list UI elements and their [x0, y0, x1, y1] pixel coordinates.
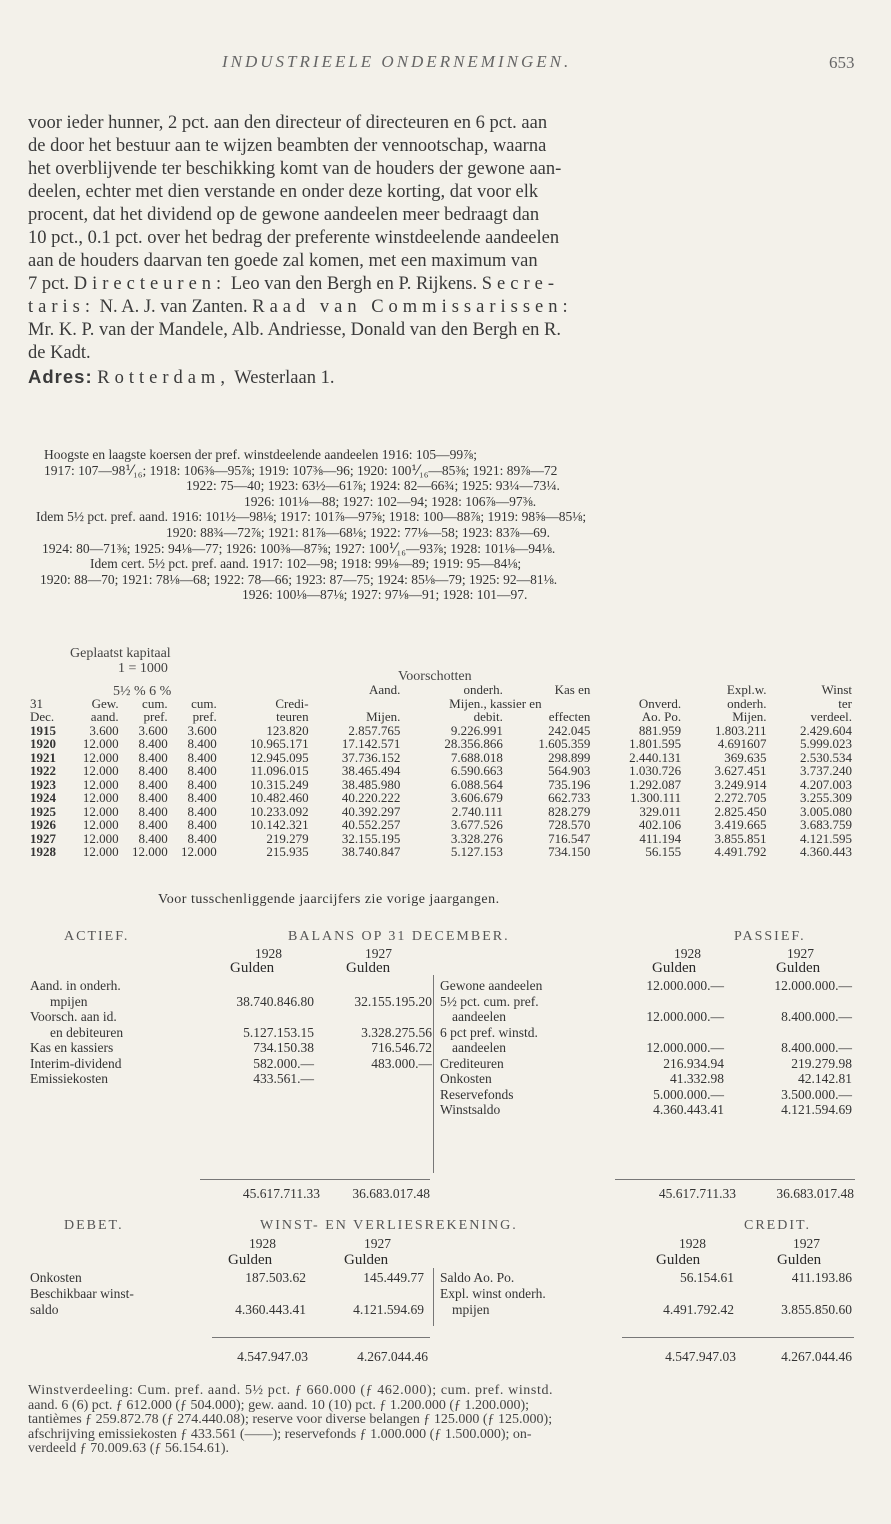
address-label: Adres: — [28, 366, 93, 387]
amount-1928: 582.000.— — [253, 1055, 314, 1071]
value-cell: 5.999.023 — [800, 736, 852, 751]
value-cell: 123.820 — [266, 722, 309, 738]
value-cell: 10.142.321 — [250, 817, 309, 832]
value-cell: 12.000 — [82, 736, 119, 751]
capital-row — [30, 737, 852, 751]
currency-label: Gulden — [228, 1252, 273, 1268]
year-cell: 1915 — [30, 722, 56, 738]
value-cell: 3.683.759 — [800, 817, 852, 832]
value-cell: 5.127.153 — [450, 844, 503, 859]
value-cell: 4.207.003 — [800, 776, 852, 792]
account-label: Interim-dividend — [30, 1055, 122, 1071]
amount-1928: 12.000.000.— — [646, 978, 724, 993]
year-1928: 1928 — [674, 946, 701, 961]
quotes-line: 1917: 107—98⅟₁₆; 1918: 106⅜—95⅞; 1919: 107⅜—96; 1920: 100⅟₁₆—85⅜; 1921: 89⅞—72 — [44, 462, 558, 478]
value-cell: 298.899 — [548, 749, 591, 765]
value-cell: 6.088.564 — [450, 776, 503, 792]
pl-total-left-1928: 4.547.947.03 — [237, 1349, 308, 1364]
amount-1927: 716.546.72 — [371, 1040, 432, 1055]
address-line — [28, 365, 868, 390]
capital-row — [30, 764, 852, 778]
value-cell: 2.530.534 — [800, 749, 852, 765]
value-cell: 7.688.018 — [450, 749, 503, 765]
value-cell: 3.606.679 — [450, 790, 503, 805]
intro-line: de door het bestuur aan te wijzen beambten der vennootschap, waarna — [28, 136, 547, 156]
account-label: Reservefonds — [440, 1086, 514, 1102]
value-cell: 56.155 — [645, 844, 682, 859]
year-1927: 1927 — [364, 1236, 391, 1251]
value-cell: 8.400 — [138, 776, 168, 792]
intro-line: deelen, echter met dien verstande en onder deze korting, dat voor elk — [28, 182, 539, 202]
value-cell: 8.400 — [187, 763, 217, 778]
account-label-cont: mpijen — [452, 1302, 490, 1317]
amount-1928: 38.740.846.80 — [236, 993, 314, 1009]
value-cell: 2.740.111 — [451, 803, 503, 819]
value-cell: 12.945.095 — [250, 749, 309, 765]
col-head: debit. — [473, 709, 503, 724]
col-head: Dec. — [30, 709, 55, 724]
quotes-line: 1926: 101⅛—88; 1927: 102—94; 1928: 106⅞—97⅜. — [244, 493, 537, 509]
col-head: cum. — [142, 695, 168, 711]
amount-1928: 433.561.— — [253, 1071, 314, 1086]
amount-1928: 734.150.38 — [253, 1040, 314, 1055]
value-cell: 3.419.665 — [714, 817, 767, 832]
intro-line: 7 pct. — [28, 274, 70, 294]
amount-1928: 216.934.94 — [663, 1055, 724, 1071]
value-cell: 828.279 — [548, 803, 591, 819]
quotes-line: Idem 5½ pct. pref. aand. 1916: 101½—98⅛; 1917: 101⅞—97⅝; 1918: 100—88⅞; 1919: 98⅝—85⅛; — [36, 509, 587, 525]
amount-1927: 4.121.594.69 — [353, 1302, 424, 1317]
currency-label: Gulden — [776, 960, 821, 976]
account-label: Expl. winst onderh. — [440, 1286, 546, 1301]
currency-label: Gulden — [346, 960, 391, 976]
value-cell: 2.272.705 — [714, 790, 767, 805]
total-rule — [200, 1179, 430, 1180]
value-cell: 219.279 — [266, 830, 309, 846]
amount-1927: 145.449.77 — [363, 1270, 424, 1285]
value-cell: 8.400 — [187, 749, 217, 765]
value-cell: 411.194 — [639, 830, 682, 846]
value-cell: 8.400 — [187, 736, 217, 751]
amount-1928: 187.503.62 — [245, 1270, 306, 1285]
quotes-line: 1926: 100⅛—87⅛; 1927: 97⅛—91; 1928: 101—97. — [242, 587, 528, 603]
value-cell: 12.000 — [82, 763, 119, 778]
capital-row — [30, 845, 852, 859]
capital-row — [30, 832, 852, 846]
year-cell: 1926 — [30, 817, 56, 832]
account-label-cont: saldo — [30, 1302, 59, 1317]
balance-title: BALANS OP 31 DECEMBER. — [288, 929, 510, 944]
currency-label: Gulden — [230, 960, 275, 976]
value-cell: 402.106 — [638, 817, 682, 832]
currency-label: Gulden — [656, 1252, 701, 1268]
value-cell: 12.000 — [82, 830, 119, 846]
amount-1928: 5.000.000.— — [653, 1086, 724, 1102]
value-cell: 3.249.914 — [714, 776, 767, 792]
amount-1927: 12.000.000.— — [774, 978, 852, 993]
total-left-1927: 36.683.017.48 — [352, 1186, 430, 1201]
balance-left-head: ACTIEF. — [64, 929, 130, 944]
capital-row — [30, 724, 852, 738]
pl-right-head: CREDIT. — [744, 1218, 812, 1233]
account-label: Kas en kassiers — [30, 1040, 114, 1055]
amount-1928: 12.000.000.— — [646, 1009, 724, 1024]
account-label: Gewone aandeelen — [440, 978, 543, 993]
capital-title: Geplaatst kapitaal — [70, 646, 171, 661]
intro-line: aan de houders daarvan ten goede zal komen, met een maximum van — [28, 251, 538, 271]
account-label: Voorsch. aan id. — [30, 1009, 117, 1024]
quotes-block — [36, 447, 866, 603]
amount-1928: 4.360.443.41 — [653, 1102, 724, 1117]
value-cell: 716.547 — [548, 830, 591, 846]
balance-right-head: PASSIEF. — [734, 929, 806, 944]
value-cell: 38.485.980 — [341, 776, 401, 792]
value-cell: 1.300.111 — [630, 790, 682, 805]
account-label: Crediteuren — [440, 1055, 504, 1071]
intro-paragraph — [28, 112, 868, 390]
amount-1928: 4.491.792.42 — [663, 1302, 734, 1317]
secretaris-label-end: taris: — [28, 297, 95, 317]
footer-line: tantièmes ƒ 259.872.78 (ƒ 274.440.08); reserve voor diverse belangen ƒ 125.000 (ƒ 125.000); — [28, 1412, 553, 1427]
value-cell: 2.857.765 — [348, 722, 401, 738]
value-cell: 8.400 — [138, 736, 168, 751]
pl-title: WINST- EN VERLIESREKENING. — [260, 1218, 518, 1233]
col-head: cum. — [191, 695, 217, 711]
account-label-cont: aandeelen — [452, 1040, 506, 1055]
value-cell: 1.292.087 — [629, 776, 682, 792]
value-cell: 38.740.847 — [341, 844, 401, 859]
col-head: 31 — [30, 695, 43, 711]
page-number: 653 — [829, 53, 855, 72]
col-head: effecten — [548, 709, 591, 724]
intro-line: procent, dat het dividend op de gewone aandeelen meer bedraagt dan — [28, 205, 540, 225]
commissarissen-line: de Kadt. — [28, 343, 91, 363]
account-label-cont: en debiteuren — [50, 1024, 124, 1040]
amount-1928: 4.360.443.41 — [235, 1302, 306, 1317]
management-line — [28, 296, 868, 319]
amount-1928: 41.332.98 — [670, 1071, 724, 1086]
value-cell: 3.600 — [187, 722, 217, 738]
value-cell: 10.233.092 — [250, 803, 309, 819]
intro-line: 10 pct., 0.1 pct. over het bedrag der preferente winstdeelende aandeelen — [28, 228, 560, 248]
col-head: ter — [838, 695, 852, 711]
value-cell: 32.155.195 — [341, 830, 401, 846]
quotes-line: 1920: 88¾—72⅞; 1921: 81⅞—68⅛; 1922: 77⅛—58; 1923: 83⅞—69. — [166, 524, 551, 540]
intro-line: het overblijvende ter beschikking komt van de houders der gewone aan- — [28, 159, 562, 179]
amount-1927: 8.400.000.— — [781, 1009, 852, 1024]
total-rule — [615, 1179, 855, 1180]
year-cell: 1922 — [30, 763, 56, 778]
value-cell: 3.328.276 — [450, 830, 503, 846]
value-cell: 12.000 — [131, 844, 168, 859]
value-cell: 3.600 — [89, 722, 119, 738]
raad-label: Raad van Commissarissen: — [252, 297, 573, 317]
currency-label: Gulden — [777, 1252, 822, 1268]
value-cell: 8.400 — [187, 830, 217, 846]
col-head: pref. — [143, 709, 168, 724]
value-cell: 12.000 — [82, 790, 119, 805]
account-label: 6 pct pref. winstd. — [440, 1024, 538, 1040]
col-head: Expl.w. — [726, 682, 767, 697]
capital-row — [30, 818, 852, 832]
amount-1927: 4.121.594.69 — [781, 1102, 852, 1117]
value-cell: 8.400 — [138, 763, 168, 778]
quotes-line: Hoogste en laagste koersen der pref. winstdeelende aandeelen 1916: 105—99⅞; — [44, 447, 477, 462]
capital-row — [30, 805, 852, 819]
value-cell: 8.400 — [187, 817, 217, 832]
value-cell: 2.440.131 — [629, 749, 682, 765]
value-cell: 12.000 — [181, 844, 217, 859]
intro-line: voor ieder hunner, 2 pct. aan den directeur of directeuren en 6 pct. aan — [28, 113, 548, 133]
value-cell: 10.965.171 — [250, 736, 309, 751]
year-1927: 1927 — [787, 946, 814, 961]
amount-1928: 56.154.61 — [680, 1270, 734, 1285]
value-cell: 12.000 — [82, 749, 119, 765]
footer-line: verdeeld ƒ 70.009.63 (ƒ 56.154.61). — [28, 1441, 230, 1456]
value-cell: 3.627.451 — [714, 763, 767, 778]
capital-header-row — [30, 683, 852, 697]
account-label: Onkosten — [30, 1270, 82, 1285]
value-cell: 215.935 — [266, 844, 309, 859]
total-right-1927: 36.683.017.48 — [776, 1186, 854, 1201]
value-cell: 3.737.240 — [800, 763, 852, 778]
col-head: Mijen. — [366, 709, 401, 724]
pct-labels: 5½ % 6 % — [113, 684, 172, 699]
secretaris-name: N. A. J. van Zanten. — [99, 297, 248, 317]
year-1928: 1928 — [679, 1236, 706, 1251]
col-head: onderh. — [727, 695, 767, 711]
capital-header-row — [30, 697, 852, 711]
value-cell: 12.000 — [82, 776, 119, 792]
value-cell: 2.429.604 — [800, 722, 852, 738]
col-head: Mijen., kassier en — [449, 695, 542, 711]
value-cell: 3.855.851 — [714, 830, 767, 846]
year-1927: 1927 — [793, 1236, 820, 1251]
capital-table — [30, 683, 852, 859]
value-cell: 3.677.526 — [450, 817, 503, 832]
year-1928: 1928 — [249, 1236, 276, 1251]
quotes-line: 1922: 75—40; 1923: 63½—61⅞; 1924: 82—66¾; 1925: 93¼—73¼. — [186, 478, 560, 494]
quotes-line: Idem cert. 5½ pct. pref. aand. 1917: 102—98; 1918: 99⅛—89; 1919: 95—84⅛; — [90, 556, 522, 572]
value-cell: 4.491.792 — [714, 844, 767, 859]
account-label: 5½ pct. cum. pref. — [440, 993, 539, 1009]
amount-1928: 12.000.000.— — [646, 1040, 724, 1055]
total-left-1928: 45.617.711.33 — [242, 1186, 320, 1201]
value-cell: 17.142.571 — [341, 736, 401, 751]
currency-label: Gulden — [344, 1252, 389, 1268]
account-label-cont: aandeelen — [452, 1009, 506, 1024]
value-cell: 881.959 — [638, 722, 682, 738]
capital-note: Voor tusschenliggende jaarcijfers zie vorige jaargangen. — [158, 892, 500, 907]
col-head: Winst — [821, 682, 852, 697]
value-cell: 662.733 — [548, 790, 591, 805]
address-street: Westerlaan 1. — [234, 368, 335, 388]
value-cell: 1.801.595 — [629, 736, 682, 751]
directeuren-names: Leo van den Bergh en P. Rijkens. — [230, 274, 478, 294]
account-label: Saldo Ao. Po. — [440, 1270, 515, 1285]
pl-divider — [433, 1268, 434, 1326]
col-head: Mijen. — [732, 709, 767, 724]
value-cell: 40.552.257 — [341, 817, 401, 832]
value-cell: 734.150 — [548, 844, 591, 859]
value-cell: 4.121.595 — [800, 830, 852, 846]
pl-total-left-1927: 4.267.044.46 — [357, 1349, 428, 1364]
value-cell: 564.903 — [548, 763, 591, 778]
value-cell: 9.226.991 — [450, 722, 503, 738]
footer-line: afschrijving emissiekosten ƒ 433.561 (——); reservefonds ƒ 1.000.000 (ƒ 1.500.000); on- — [28, 1426, 532, 1442]
col-head: Gew. — [91, 695, 119, 711]
total-rule — [212, 1337, 430, 1338]
footer-line: aand. 6 (6) pct. ƒ 612.000 (ƒ 504.000); gew. aand. 10 (10) pct. ƒ 1.200.000 (ƒ 1.200.000); — [28, 1397, 530, 1413]
capital-row — [30, 778, 852, 792]
col-head: pref. — [192, 709, 217, 724]
amount-1927: 219.279.98 — [791, 1055, 852, 1071]
year-cell: 1924 — [30, 790, 56, 805]
value-cell: 6.590.663 — [450, 763, 503, 778]
amount-1927: 32.155.195.20 — [354, 993, 432, 1009]
capital-rows — [30, 724, 852, 859]
year-cell: 1925 — [30, 803, 56, 819]
value-cell: 8.400 — [138, 790, 168, 805]
year-cell: 1923 — [30, 776, 56, 792]
footer-line: Winstverdeeling: Cum. pref. aand. 5½ pct. ƒ 660.000 (ƒ 462.000); cum. pref. winstd. — [28, 1383, 554, 1398]
value-cell: 242.045 — [548, 722, 591, 738]
value-cell: 12.000 — [82, 803, 119, 819]
col-head: Onverd. — [638, 695, 682, 711]
value-cell: 735.196 — [548, 776, 591, 792]
amount-1927: 3.328.275.56 — [361, 1024, 432, 1040]
value-cell: 329.011 — [639, 803, 682, 819]
col-head: onderh. — [463, 682, 503, 697]
value-cell: 8.400 — [138, 830, 168, 846]
col-head: Ao. Po. — [641, 709, 682, 724]
year-cell: 1928 — [30, 844, 56, 859]
total-rule — [622, 1337, 854, 1338]
pl-total-right-1928: 4.547.947.03 — [665, 1349, 736, 1364]
account-label-cont: mpijen — [50, 993, 88, 1009]
value-cell: 1.030.726 — [629, 763, 682, 778]
amount-1927: 42.142.81 — [798, 1071, 852, 1086]
capital-row — [30, 751, 852, 765]
winstverdeeling — [28, 1384, 868, 1457]
account-label: Aand. in onderh. — [30, 978, 121, 993]
capital-header-row — [30, 710, 852, 724]
value-cell: 8.400 — [138, 749, 168, 765]
value-cell: 8.400 — [187, 776, 217, 792]
account-label: Winstsaldo — [440, 1102, 501, 1117]
capital-row — [30, 791, 852, 805]
year-1927: 1927 — [365, 946, 392, 961]
value-cell: 4.691607 — [717, 736, 767, 751]
value-cell: 728.570 — [548, 817, 591, 832]
secretaris-label-start: Secre- — [481, 274, 559, 294]
directeuren-label: Directeuren: — [73, 274, 227, 294]
value-cell: 37.736.152 — [341, 749, 401, 765]
value-cell: 3.255.309 — [800, 790, 852, 805]
value-cell: 8.400 — [187, 803, 217, 819]
value-cell: 8.400 — [138, 817, 168, 832]
running-title: INDUSTRIEELE ONDERNEMINGEN. — [222, 52, 572, 71]
amount-1927: 483.000.— — [371, 1055, 432, 1071]
year-cell: 1920 — [30, 736, 56, 751]
col-head: Credi- — [275, 695, 309, 711]
value-cell: 40.220.222 — [341, 790, 401, 805]
amount-1927: 8.400.000.— — [781, 1040, 852, 1055]
amount-1927: 3.500.000.— — [781, 1086, 852, 1102]
pl-left-head: DEBET. — [64, 1218, 124, 1233]
quotes-line: 1924: 80—71⅜; 1925: 94⅛—77; 1926: 100⅜—87⅝; 1927: 100⅟₁₆—93⅞; 1928: 101⅛—94⅛. — [42, 540, 556, 556]
col-head: Aand. — [368, 682, 401, 697]
value-cell: 10.482.460 — [250, 790, 309, 805]
col-head: verdeel. — [810, 709, 852, 724]
year-cell: 1921 — [30, 749, 56, 765]
value-cell: 10.315.249 — [250, 776, 309, 792]
management-line — [28, 273, 868, 296]
quotes-line: 1920: 88—70; 1921: 78⅛—68; 1922: 78—66; 1923: 87—75; 1924: 85⅛—79; 1925: 92—81⅛. — [40, 571, 558, 587]
address-city: Rotterdam, — [97, 368, 230, 388]
value-cell: 1.803.211 — [714, 722, 767, 738]
capital-unit: 1 = 1000 — [118, 661, 168, 676]
value-cell: 4.360.443 — [800, 844, 852, 859]
commissarissen-line: Mr. K. P. van der Mandele, Alb. Andriesse, Donald van den Bergh en R. — [28, 320, 561, 340]
year-1928: 1928 — [255, 946, 282, 961]
value-cell: 40.392.297 — [341, 803, 401, 819]
amount-1927: 411.193.86 — [791, 1270, 852, 1285]
balance-divider — [433, 975, 434, 1173]
value-cell: 8.400 — [187, 790, 217, 805]
value-cell: 38.465.494 — [341, 763, 401, 778]
value-cell: 3.005.080 — [800, 803, 852, 819]
value-cell: 28.356.866 — [444, 736, 503, 751]
account-label: Emissiekosten — [30, 1071, 108, 1086]
col-head: Kas en — [554, 682, 591, 697]
value-cell: 3.600 — [138, 722, 168, 738]
account-label: Beschikbaar winst- — [30, 1286, 134, 1301]
pl-total-right-1927: 4.267.044.46 — [781, 1349, 852, 1364]
value-cell: 8.400 — [138, 803, 168, 819]
currency-label: Gulden — [652, 960, 697, 976]
value-cell: 11.096.015 — [250, 763, 309, 778]
year-cell: 1927 — [30, 830, 56, 846]
value-cell: 1.605.359 — [538, 736, 591, 751]
voorschotten-label: Voorschotten — [398, 669, 472, 684]
value-cell: 12.000 — [82, 817, 119, 832]
col-head: aand. — [90, 709, 119, 724]
amount-1928: 5.127.153.15 — [243, 1024, 314, 1040]
col-head: teuren — [276, 709, 309, 724]
account-label: Onkosten — [440, 1071, 492, 1086]
value-cell: 12.000 — [82, 844, 119, 859]
value-cell: 369.635 — [724, 749, 767, 765]
value-cell: 2.825.450 — [714, 803, 767, 819]
amount-1927: 3.855.850.60 — [781, 1302, 852, 1317]
total-right-1928: 45.617.711.33 — [658, 1186, 736, 1201]
